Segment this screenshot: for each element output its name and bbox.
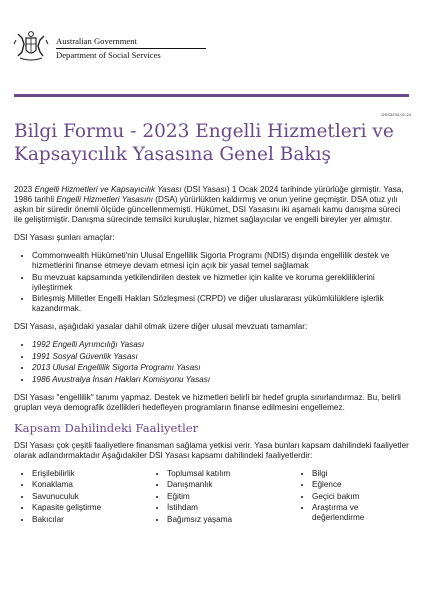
intro-old-act-name: Engelli Hizmetleri Yasasını [56,195,153,204]
activities-column-2 [149,469,294,527]
page-header [12,30,206,70]
laws-list [14,340,409,385]
activities-column-1 [14,469,149,527]
list-item: • İstihdam [167,503,294,513]
list-item: • Konaklama [32,480,149,490]
aims-heading: DSI Yasası şunları amaçlar: [14,233,115,242]
intro-text-3: (DSA) yürürlükten kaldırmış ve onun yerine geçmiştir. DSA otuz yılı aşkın bir süredir önemli ölçüde güncellenmemişti. Hükümet, DSI Yasasını iki aşamalı kamu danışma süreci ile geliştirmiştir. Danışma sürecinde temsilci kuruluşlar, hizmet sağlayıcılar ve engelli bireyler yer almıştır. [14,195,401,224]
gov-name: Australian Government [56,36,137,46]
list-item: • Danışmanlık [167,480,294,490]
list-item: • 1992 Engelli Ayrımcılığı Yasası [32,340,409,350]
list-item: • Araştırma ve değerlendirme [312,503,409,523]
list-item: • 2013 Ulusal Engellilik Sigorta Programı Yasası [32,363,409,373]
list-item: • Erişilebilirlik [32,469,149,479]
list-item: • Commonwealth Hükümeti'nin Ulusal Engellilik Sigorta Programı (NDIS) dışında engellilik destek ve hizmetlerini finanse etmeye devam etmesi için açık bir yasal temel sağlamak [32,251,409,271]
list-item: • Bağımsız yaşama [167,515,294,525]
intro-text-1: 2023 [14,185,35,194]
intro-act-name: Engelli Hizmetleri ve Kapsayıcılık Yasası [34,185,182,194]
main-content [14,185,409,526]
scope-paragraph: DSI Yasası çok çeşitli faaliyetlere finansman sağlama yetkisi verir. Yasa bunları kapsam dahilindeki faaliyetler olarak adlandırmaktadır Aşağıdakiler DSI Yasası kapsamı dahilindeki faaliyetlerdir: [14,440,409,460]
laws-heading: DSI Yasası, aşağıdaki yasalar dahil olmak üzere diğer ulusal mevzuatı tamamlar: [14,322,308,331]
list-item: • 1986 Avustralya İnsan Hakları Komisyonu Yasası [32,375,409,385]
page-title: Bilgi Formu - 2023 Engelli Hizmetleri ve Kapsayıcılık Yasasına Genel Bakış [14,121,394,165]
list-item: • Bu mevzuat kapsamında yetkilendirilen destek ve hizmetler için kalite ve koruma gerekliliklerini iyileştirmek [32,273,409,293]
activities-columns [14,469,409,527]
department-name: Department of Social Services [56,50,161,60]
header-rule [14,94,409,97]
intro-paragraph [14,185,409,225]
list-item: • Toplumsal katılım [167,469,294,479]
list-item: • Geçici bakım [312,492,409,502]
wordmark-divider [56,48,206,49]
intro-text-2: (DSI Yasası) 1 Ocak 2024 tarihinde yürürlüğe girmiştir. Yasa, 1986 tarihli [14,185,404,204]
list-item: • Birleşmiş Milletler Engelli Hakları Sözleşmesi (CRPD) ve diğer uluslararası yükümlülüklere işlerlik kazandırmak. [32,294,409,314]
definition-paragraph: DSI Yasası "engellilik" tanımı yapmaz. Destek ve hizmetleri belirli bir hedef grupla sınırlandırmaz. Bu, belirli grupları veya demografik özellikleri hedefleyen programların finanse edilmesini engellemez. [14,392,401,412]
document-code: DSS3234.01.24 [381,112,411,117]
list-item: • Bilgi [312,469,409,479]
coat-of-arms-icon [12,30,50,66]
list-item: • Kapasite geliştirme [32,503,149,513]
list-item: • Eğlence [312,480,409,490]
activities-column-3 [294,469,409,527]
list-item: • 1991 Sosyal Güvenlik Yasası [32,352,409,362]
list-item: • Eğitim [167,492,294,502]
scope-heading: Kapsam Dahilindeki Faaliyetler [14,420,199,435]
list-item: • Bakıcılar [32,515,149,525]
aims-list [14,251,409,314]
list-item: • Savunuculuk [32,492,149,502]
government-wordmark [56,36,206,60]
